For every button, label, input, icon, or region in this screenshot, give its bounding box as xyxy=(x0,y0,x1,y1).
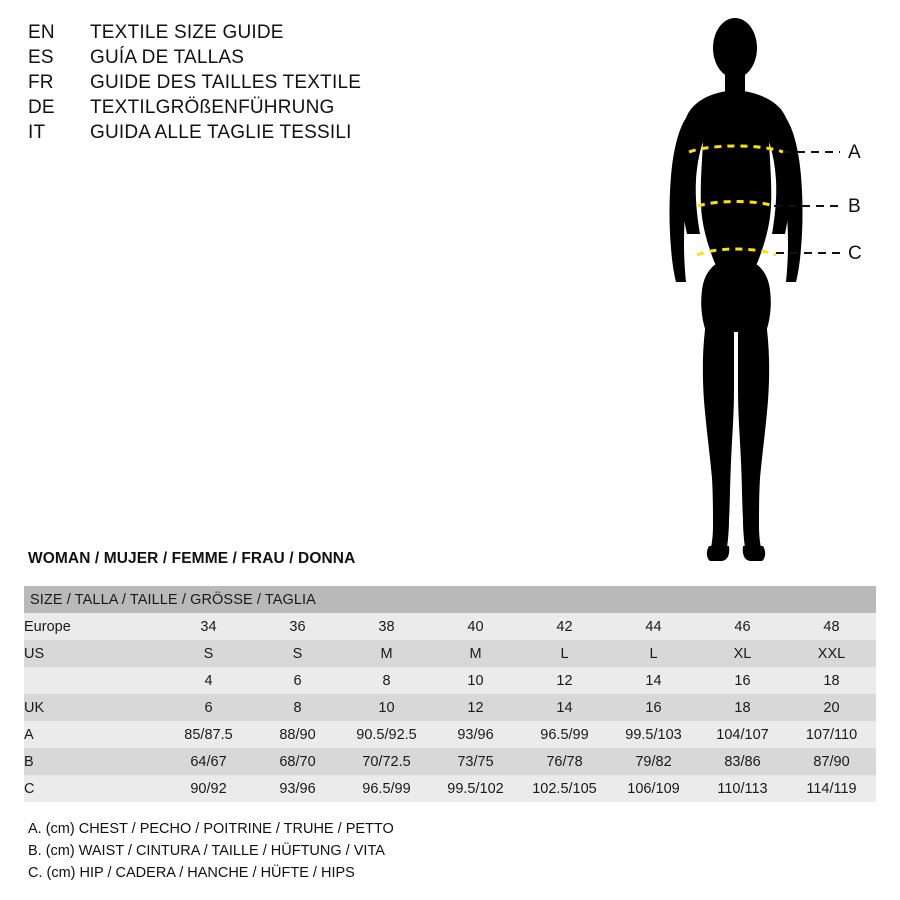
silhouette-svg xyxy=(640,10,890,570)
cell-value: 64/67 xyxy=(164,748,253,775)
table-row xyxy=(24,775,876,802)
cell-value: 90/92 xyxy=(164,775,253,802)
cell-value: 12 xyxy=(431,694,520,721)
cell-value: 16 xyxy=(698,667,787,694)
title-lang-code: EN xyxy=(28,22,55,43)
title-row xyxy=(28,47,648,69)
legend-line-a: A. (cm) CHEST / PECHO / POITRINE / TRUHE / PETTO xyxy=(28,821,394,837)
cell-value: 104/107 xyxy=(698,721,787,748)
cell-value: 8 xyxy=(342,667,431,694)
legend-line-b: B. (cm) WAIST / CINTURA / TAILLE / HÜFTUNG / VITA xyxy=(28,843,385,859)
table-header-row xyxy=(24,586,876,613)
title-row xyxy=(28,97,648,119)
title-text: GUÍA DE TALLAS xyxy=(90,47,245,68)
measurement-legend xyxy=(28,818,394,884)
title-text: GUIDA ALLE TAGLIE TESSILI xyxy=(90,122,352,143)
table-row xyxy=(24,721,876,748)
title-row xyxy=(28,72,648,94)
cell-value: 48 xyxy=(787,613,876,640)
row-label: US xyxy=(24,640,164,667)
cell-value: 99.5/102 xyxy=(431,775,520,802)
title-row xyxy=(28,22,648,44)
cell-value: 14 xyxy=(609,667,698,694)
cell-value: 46 xyxy=(698,613,787,640)
table-row xyxy=(24,694,876,721)
title-lang-code: IT xyxy=(28,122,46,143)
cell-value: 40 xyxy=(431,613,520,640)
cell-value: 14 xyxy=(520,694,609,721)
table-row xyxy=(24,613,876,640)
legend-line-c: C. (cm) HIP / CADERA / HANCHE / HÜFTE / HIPS xyxy=(28,865,355,881)
cell-value: XL xyxy=(698,640,787,667)
row-label: UK xyxy=(24,694,164,721)
cell-value: 79/82 xyxy=(609,748,698,775)
cell-value: 36 xyxy=(253,613,342,640)
row-label: Europe xyxy=(24,613,164,640)
cell-value: 96.5/99 xyxy=(520,721,609,748)
cell-value: 6 xyxy=(164,694,253,721)
table-caption: WOMAN / MUJER / FEMME / FRAU / DONNA xyxy=(28,550,356,567)
cell-value: 96.5/99 xyxy=(342,775,431,802)
cell-value: 83/86 xyxy=(698,748,787,775)
cell-value: 110/113 xyxy=(698,775,787,802)
cell-value: 76/78 xyxy=(520,748,609,775)
cell-value: 107/110 xyxy=(787,721,876,748)
cell-value: 18 xyxy=(698,694,787,721)
cell-value: 73/75 xyxy=(431,748,520,775)
cell-value: 42 xyxy=(520,613,609,640)
title-row xyxy=(28,122,648,144)
row-label: B xyxy=(24,748,164,775)
cell-value: 68/70 xyxy=(253,748,342,775)
table-row xyxy=(24,748,876,775)
title-block xyxy=(28,22,648,147)
cell-value: 87/90 xyxy=(787,748,876,775)
cell-value: L xyxy=(609,640,698,667)
cell-value: S xyxy=(164,640,253,667)
cell-value: L xyxy=(520,640,609,667)
row-label: C xyxy=(24,775,164,802)
cell-value: 70/72.5 xyxy=(342,748,431,775)
callout-label-a: A xyxy=(848,142,861,163)
cell-value: 8 xyxy=(253,694,342,721)
cell-value: 12 xyxy=(520,667,609,694)
cell-value: 106/109 xyxy=(609,775,698,802)
cell-value: 93/96 xyxy=(431,721,520,748)
row-label: A xyxy=(24,721,164,748)
silhouette-body xyxy=(670,18,803,561)
cell-value: 85/87.5 xyxy=(164,721,253,748)
callout-label-c: C xyxy=(848,243,862,264)
title-text: GUIDE DES TAILLES TEXTILE xyxy=(90,72,362,93)
table-row xyxy=(24,667,876,694)
cell-value: 114/119 xyxy=(787,775,876,802)
cell-value: S xyxy=(253,640,342,667)
female-silhouette-figure xyxy=(640,10,890,570)
title-text: TEXTILGRÖßENFÜHRUNG xyxy=(90,97,335,118)
cell-value: 88/90 xyxy=(253,721,342,748)
cell-value: M xyxy=(342,640,431,667)
size-table xyxy=(24,586,876,802)
title-lang-code: FR xyxy=(28,72,54,93)
cell-value: 10 xyxy=(431,667,520,694)
cell-value: M xyxy=(431,640,520,667)
cell-value: 10 xyxy=(342,694,431,721)
cell-value: 34 xyxy=(164,613,253,640)
table-header-label: SIZE / TALLA / TAILLE / GRÖSSE / TAGLIA xyxy=(24,586,876,613)
cell-value: 20 xyxy=(787,694,876,721)
row-label xyxy=(24,667,164,694)
title-lang-code: DE xyxy=(28,97,55,118)
cell-value: 38 xyxy=(342,613,431,640)
cell-value: 99.5/103 xyxy=(609,721,698,748)
cell-value: 90.5/92.5 xyxy=(342,721,431,748)
cell-value: 102.5/105 xyxy=(520,775,609,802)
cell-value: 93/96 xyxy=(253,775,342,802)
callout-label-b: B xyxy=(848,196,861,217)
table-row xyxy=(24,640,876,667)
title-lang-code: ES xyxy=(28,47,54,68)
cell-value: 6 xyxy=(253,667,342,694)
cell-value: 4 xyxy=(164,667,253,694)
cell-value: 16 xyxy=(609,694,698,721)
cell-value: 18 xyxy=(787,667,876,694)
cell-value: 44 xyxy=(609,613,698,640)
title-text: TEXTILE SIZE GUIDE xyxy=(90,22,284,43)
cell-value: XXL xyxy=(787,640,876,667)
